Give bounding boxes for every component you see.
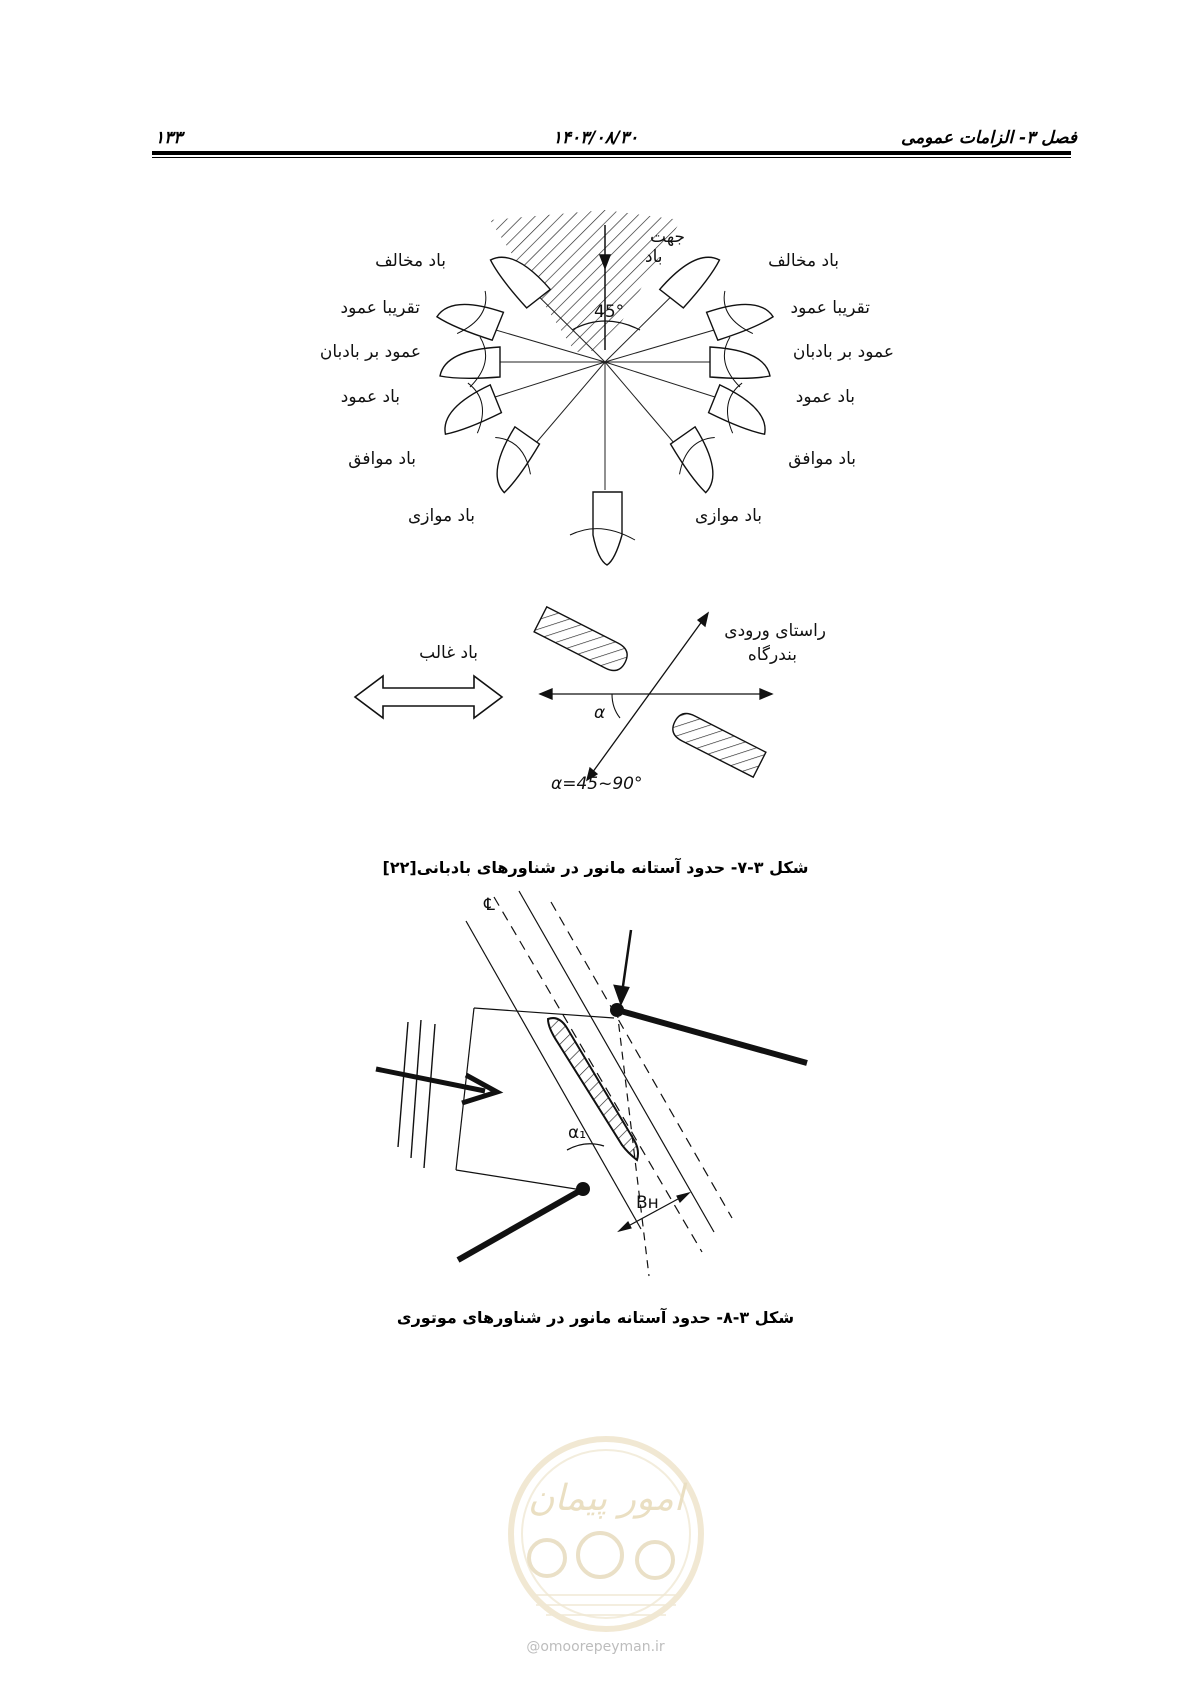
- running-header-date: ۱۴۰۳/۰۸/۳۰: [552, 128, 639, 148]
- svg-text:امور پیمان: امور پیمان: [528, 1478, 684, 1519]
- right-label-near-perpendicular: تقریبا عمود: [790, 298, 870, 318]
- boat-left-sail-perpendicular: [440, 337, 500, 387]
- breakwater-lower: [669, 709, 766, 777]
- boat-bottom-parallel: [570, 492, 635, 565]
- figure-7-caption: شکل ۳-۷- حدود آستانه مانور در شناورهای بادبانی[۲۲]: [382, 858, 809, 877]
- prevailing-wind-label: باد غالب: [419, 643, 478, 663]
- left-label-beam-wind: باد عمود: [340, 387, 400, 407]
- width-label: Bн: [636, 1193, 659, 1213]
- watermark-seal: [511, 1439, 701, 1629]
- right-label-tailwind: باد موافق: [788, 449, 856, 469]
- boat-right-tailwind: [662, 421, 737, 499]
- harbor-entrance-label-2: بندرگاه: [747, 645, 797, 665]
- breakwater-left: [458, 1182, 590, 1260]
- right-label-headwind: باد مخالف: [768, 251, 839, 271]
- boat-right-beam-wind: [705, 376, 779, 445]
- alpha1-arc: [567, 1144, 604, 1150]
- page-number: ۱۳۳: [155, 128, 183, 148]
- boat-left-near-perpendicular: [434, 278, 508, 347]
- current-arrow: [376, 1069, 497, 1103]
- breakwater-upper: [534, 607, 631, 675]
- figure-8-caption: شکل ۳-۸- حدود آستانه مانور در شناورهای موتوری: [396, 1308, 795, 1327]
- harbor-entrance-label-1: راستای ورودی: [724, 621, 826, 641]
- figure-motor-limits: [376, 891, 807, 1276]
- right-label-sail-perpendicular: عمود بر بادبان: [792, 342, 894, 362]
- angle-label: 45°: [594, 302, 625, 322]
- left-label-near-perpendicular: تقریبا عمود: [340, 298, 420, 318]
- right-label-beam-wind: باد عمود: [795, 387, 855, 407]
- alpha-range-label: α=45~90°: [551, 774, 643, 794]
- centerline-label: ℄: [484, 895, 495, 915]
- boat-right-near-perpendicular: [702, 278, 776, 347]
- wind-direction-label-1: جهت: [650, 227, 686, 247]
- alpha-label: α: [594, 703, 606, 723]
- left-label-headwind: باد مخالف: [375, 251, 446, 271]
- right-label-parallel: باد موازی: [694, 506, 762, 526]
- prevailing-wind-double-arrow: [355, 676, 502, 718]
- left-label-tailwind: باد موافق: [348, 449, 416, 469]
- breakwater-head-arrow: [615, 930, 631, 1003]
- wind-direction-label-2: باد: [645, 247, 663, 267]
- wave-lines: [398, 1020, 435, 1168]
- reference-axis: [540, 689, 772, 699]
- breakwater-right: [610, 1003, 807, 1063]
- alpha-arc: [612, 694, 620, 718]
- watermark-handle: @omoorepeyman.ir: [526, 1639, 665, 1655]
- boat-left-tailwind: [472, 421, 547, 499]
- boat-right-sail-perpendicular: [710, 337, 770, 387]
- left-label-parallel: باد موازی: [407, 506, 475, 526]
- left-label-sail-perpendicular: عمود بر بادبان: [319, 342, 421, 362]
- running-header-chapter: فصل ۳- الزامات عمومی: [900, 128, 1077, 148]
- boat-left-beam-wind: [431, 376, 505, 445]
- alpha1-label: α₁: [568, 1123, 587, 1143]
